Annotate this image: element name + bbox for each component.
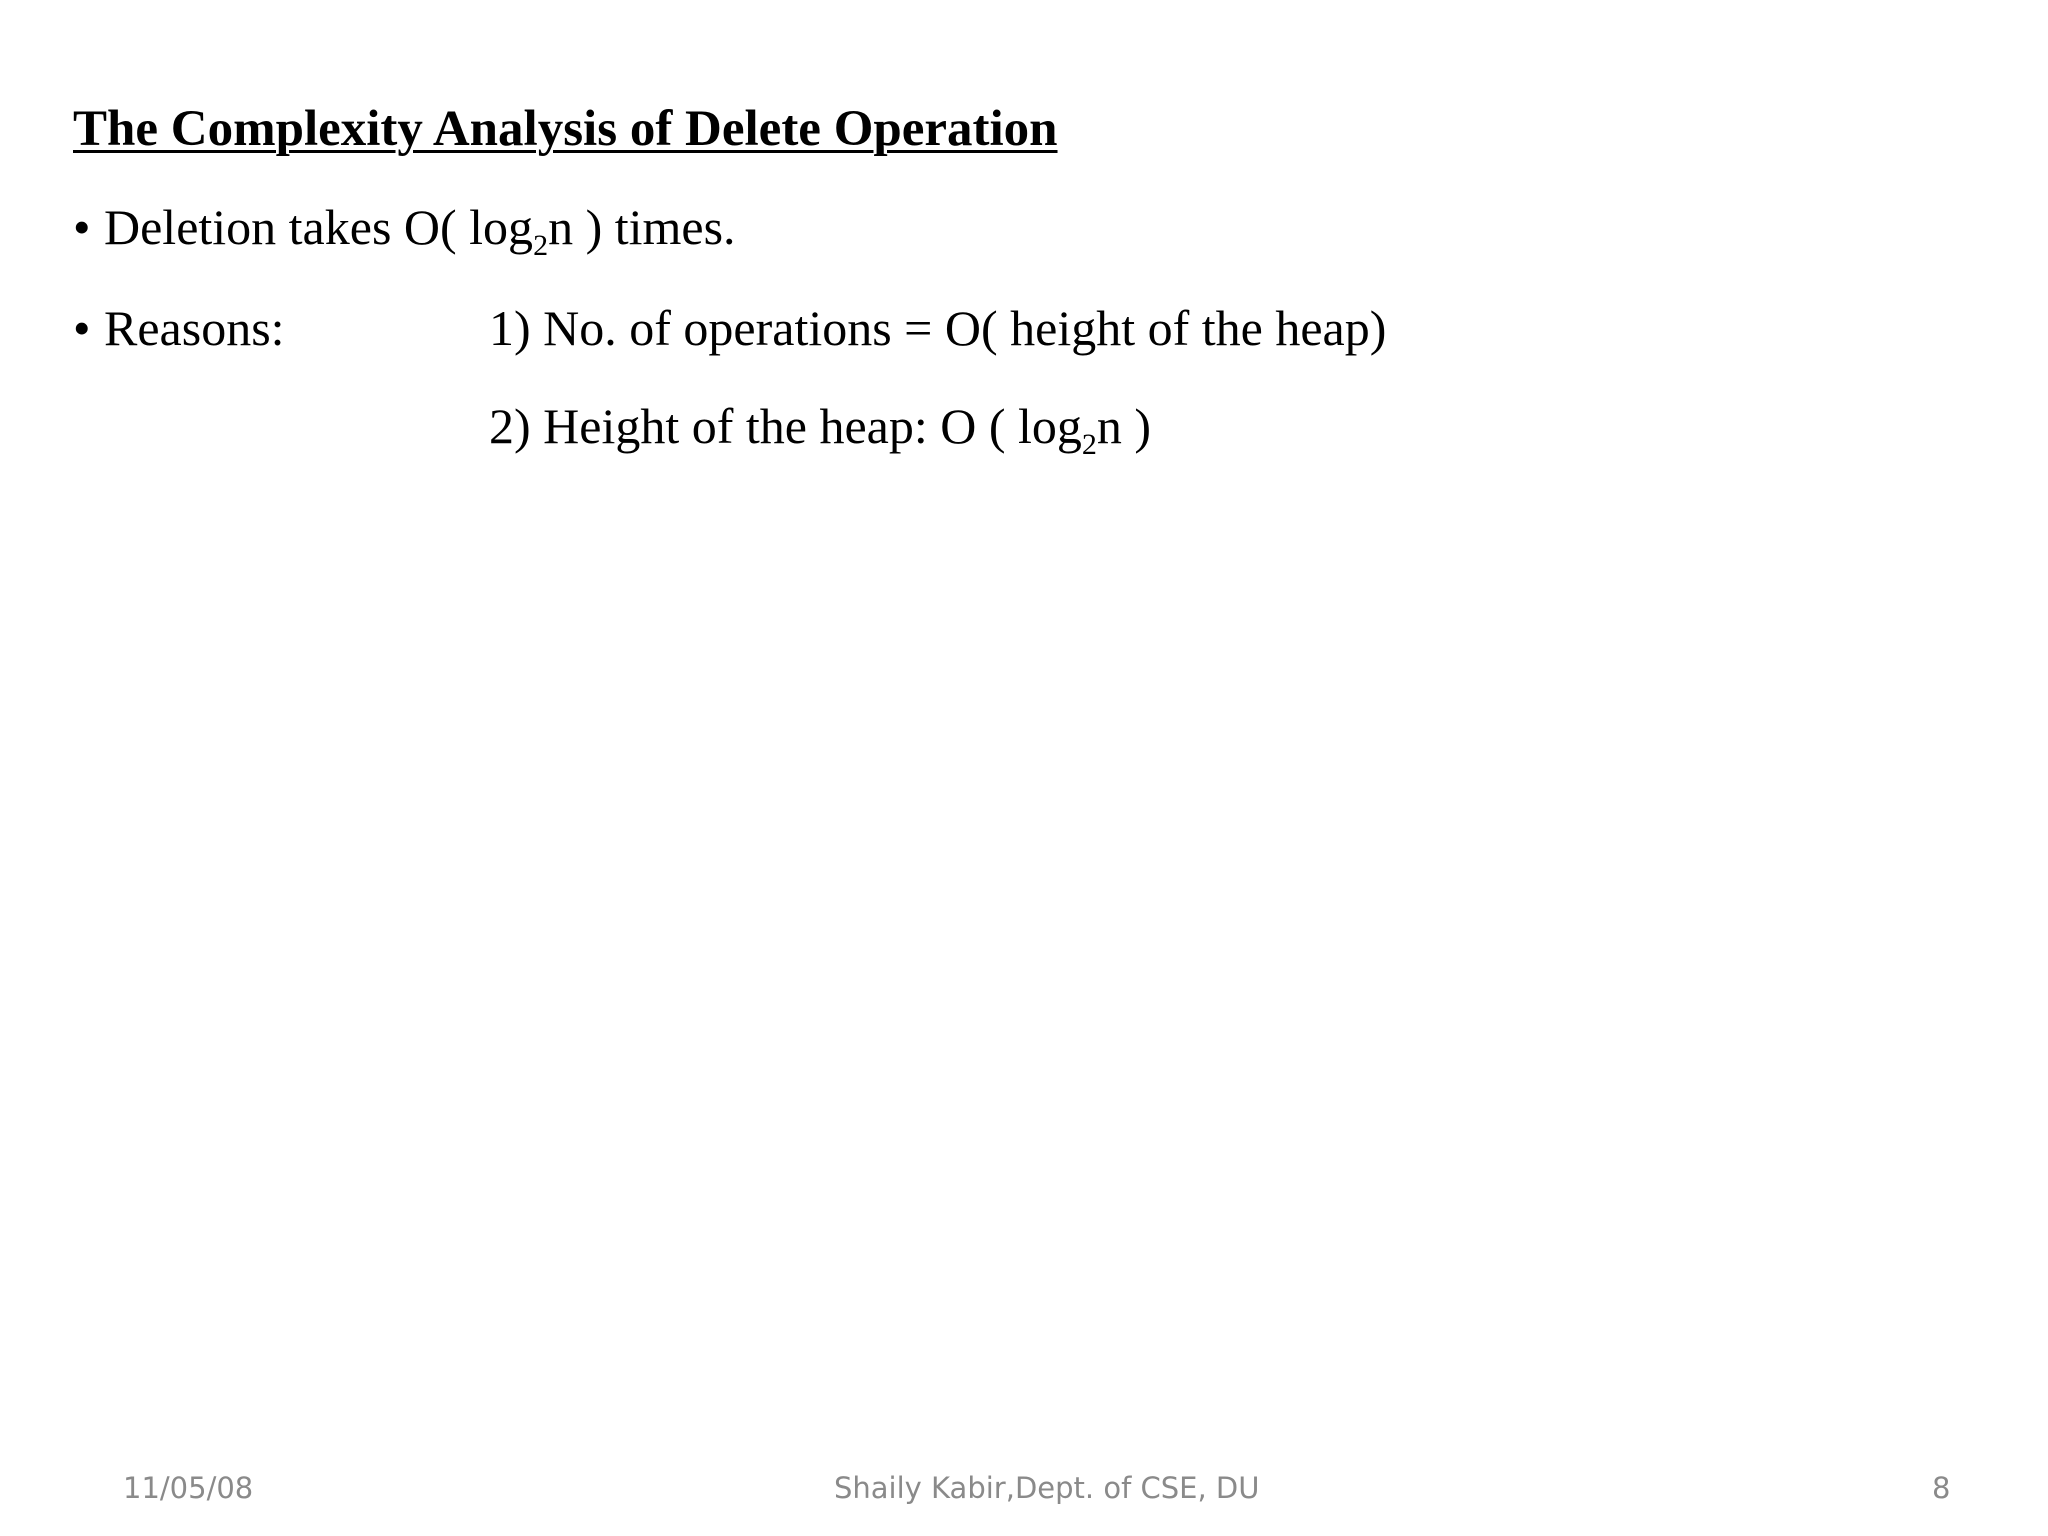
bullet-text-after: n ) times. [548, 199, 736, 255]
reason-item-1: 1) No. of operations = O( height of the heap) [489, 300, 1387, 356]
footer-page-number: 8 [1932, 1471, 1951, 1505]
bullet-reasons-label: Reasons: [104, 300, 285, 356]
bullet-marker: • [73, 199, 91, 255]
bullet-deletion-complexity [73, 196, 736, 262]
footer-date: 11/05/08 [123, 1471, 254, 1505]
bullet-reasons [73, 297, 285, 359]
reason-item-2 [489, 395, 1152, 461]
slide-title: The Complexity Analysis of Delete Operation [73, 101, 1058, 157]
log-base-subscript: 2 [1081, 428, 1097, 461]
reason-text-before: 2) Height of the heap: O ( log [489, 398, 1082, 454]
log-base-subscript: 2 [533, 229, 549, 262]
reason-text-after: n ) [1096, 398, 1152, 454]
footer-author: Shaily Kabir,Dept. of CSE, DU [834, 1471, 1260, 1505]
bullet-marker: • [73, 300, 91, 356]
bullet-text-before: Deletion takes O( log [104, 199, 534, 255]
